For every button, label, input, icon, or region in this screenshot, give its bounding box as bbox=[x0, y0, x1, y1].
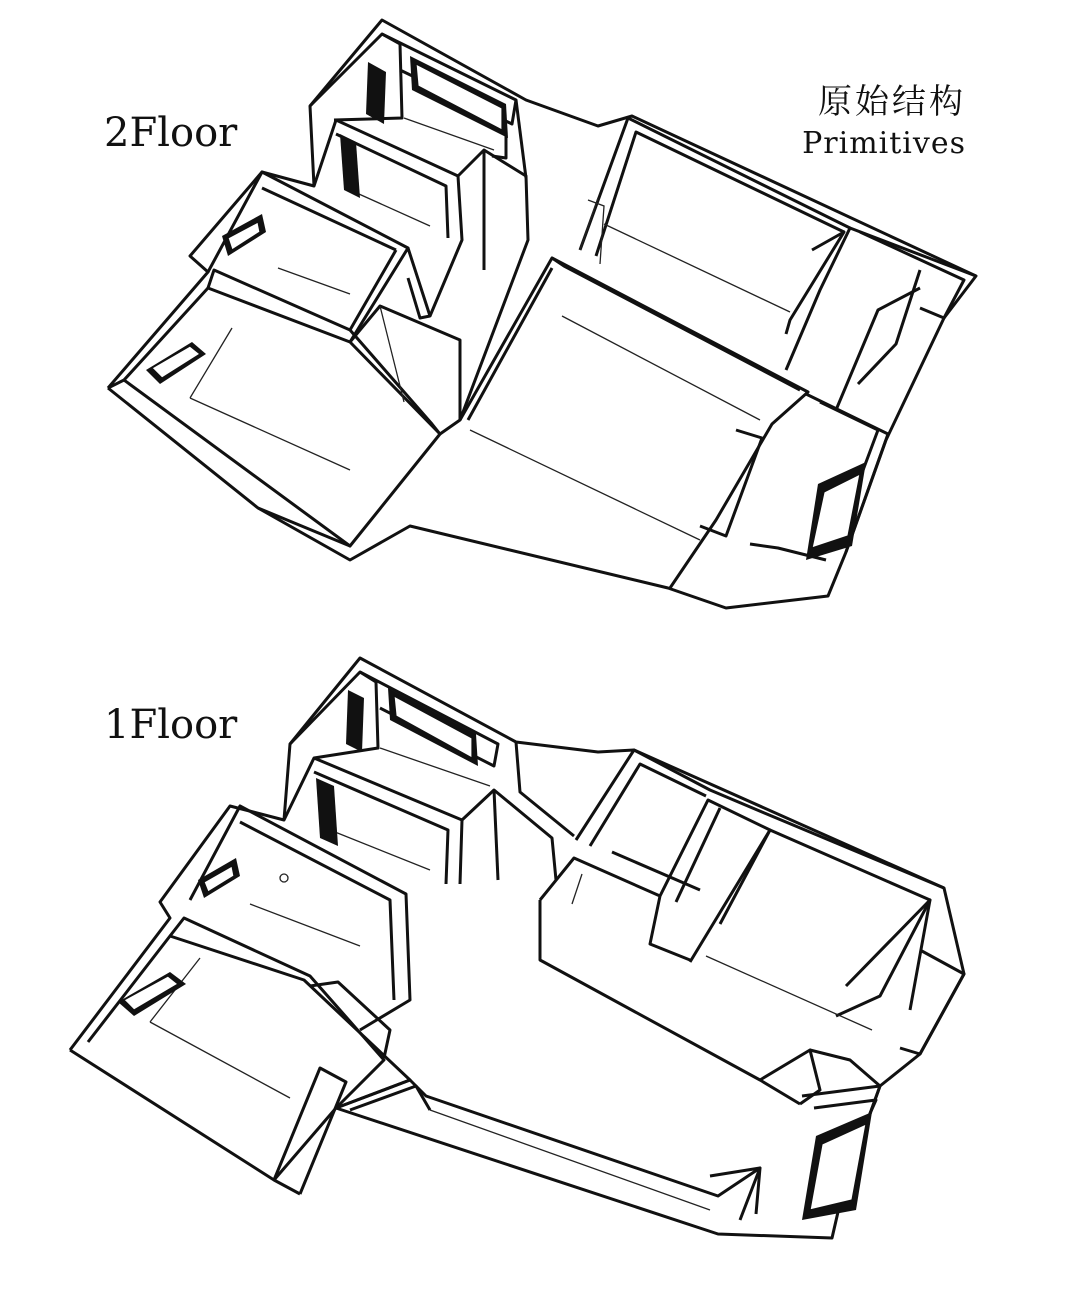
floor-2-label: 2Floor bbox=[104, 110, 238, 156]
floor-1-label: 1Floor bbox=[104, 702, 238, 748]
title-chinese: 原始结构 bbox=[818, 82, 966, 122]
floor-1-windows bbox=[118, 688, 872, 1220]
floor-2-plan bbox=[108, 20, 976, 608]
title-english: Primitives bbox=[802, 126, 966, 161]
floor-1-plan bbox=[70, 658, 964, 1238]
floor-2-windows bbox=[146, 56, 866, 560]
